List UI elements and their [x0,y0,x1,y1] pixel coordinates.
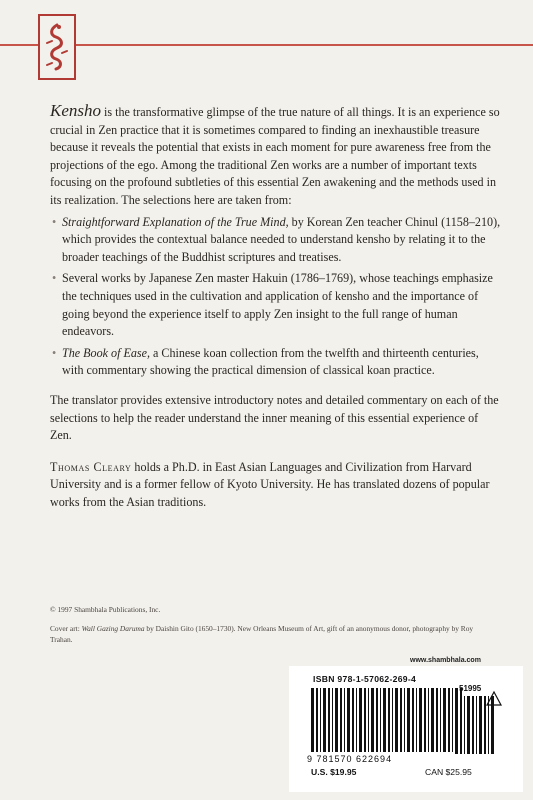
closing-paragraph: The translator provides extensive introductory notes and detailed commentary on each of the selections to help the reader understand the inner meaning of this essential experience of Zen. [50,392,499,443]
author-bio-text: holds a Ph.D. in East Asian Languages and Civilization from Harvard University and is a former fellow of Kyoto University. He has translated dozens of popular works from the Asian traditions. [50,459,490,509]
bullet-icon: • [52,214,57,229]
bullet-icon: • [52,271,57,286]
publisher-website: www.shambhala.com [410,657,481,664]
barcode-digits: 9 781570 622694 [307,754,393,764]
list-item [50,214,502,267]
selection-text: Several works by Japanese Zen master Hakuin (1786–1769), whose teachings emphasize the techniques used in the cultivation and application of kensho and the importance of going beyond the experience itself to apply Zen insight to the full range of human endeavors. [62,271,493,339]
intro-lead-word: Kensho [50,101,101,120]
author-bio [50,459,502,512]
selections-list [50,214,502,380]
cover-credit-text: by Daishin Gito (1650–1730). New Orleans Museum of Art, gift of an anonymous donor, photography by Roy Trahan. [50,624,474,644]
list-item [50,345,502,380]
selection-title: Straightforward Explanation of the True Mind, [62,214,289,229]
intro-text: is the transformative glimpse of the true nature of all things. It is an experience so crucial in Zen practice that it is sometimes compared to finding an inexhaustible treasure because it reveals the potential that exists in each moment for pure awareness free from the projections of the ego. Among the traditional Zen works are a number of important texts focusing on the profound subtleties of this essential Zen awakening and the methods used in its realization. The selections here are taken from: [50,105,500,207]
selection-text: a Chinese koan collection from the twelfth and thirteenth centuries, with commentary showing the practical dimension of classical koan practice. [62,345,479,378]
top-red-rule [0,44,533,46]
back-cover-description [50,102,502,511]
bullet-icon: • [52,345,57,360]
isbn-label: ISBN 978-1-57062-269-4 [313,674,417,684]
triangle-icon [485,690,503,708]
barcode-panel [289,666,523,792]
copyright-notice: © 1997 Shambhala Publications, Inc. [50,605,161,614]
intro-paragraph [50,102,502,210]
cover-credit [50,623,480,645]
cover-art-title: Wall Gazing Daruma [81,624,145,633]
canadian-price: CAN $25.95 [425,767,472,777]
selection-title: The Book of Ease, [62,345,150,360]
addon-code: 51995 [459,684,482,693]
author-name: Thomas Cleary [50,459,132,474]
cover-credit-prefix: Cover art: [50,624,82,633]
dragon-seal-icon [38,14,76,80]
list-item [50,270,502,340]
selection-text: by Korean Zen teacher Chinul (1158–210), which provides the contextual balance needed to understand kensho by relating it to the broader teachings of the Buddhist scriptures and treatises. [62,214,501,264]
us-price: U.S. $19.95 [311,767,357,777]
isbn-barcode [311,688,465,752]
